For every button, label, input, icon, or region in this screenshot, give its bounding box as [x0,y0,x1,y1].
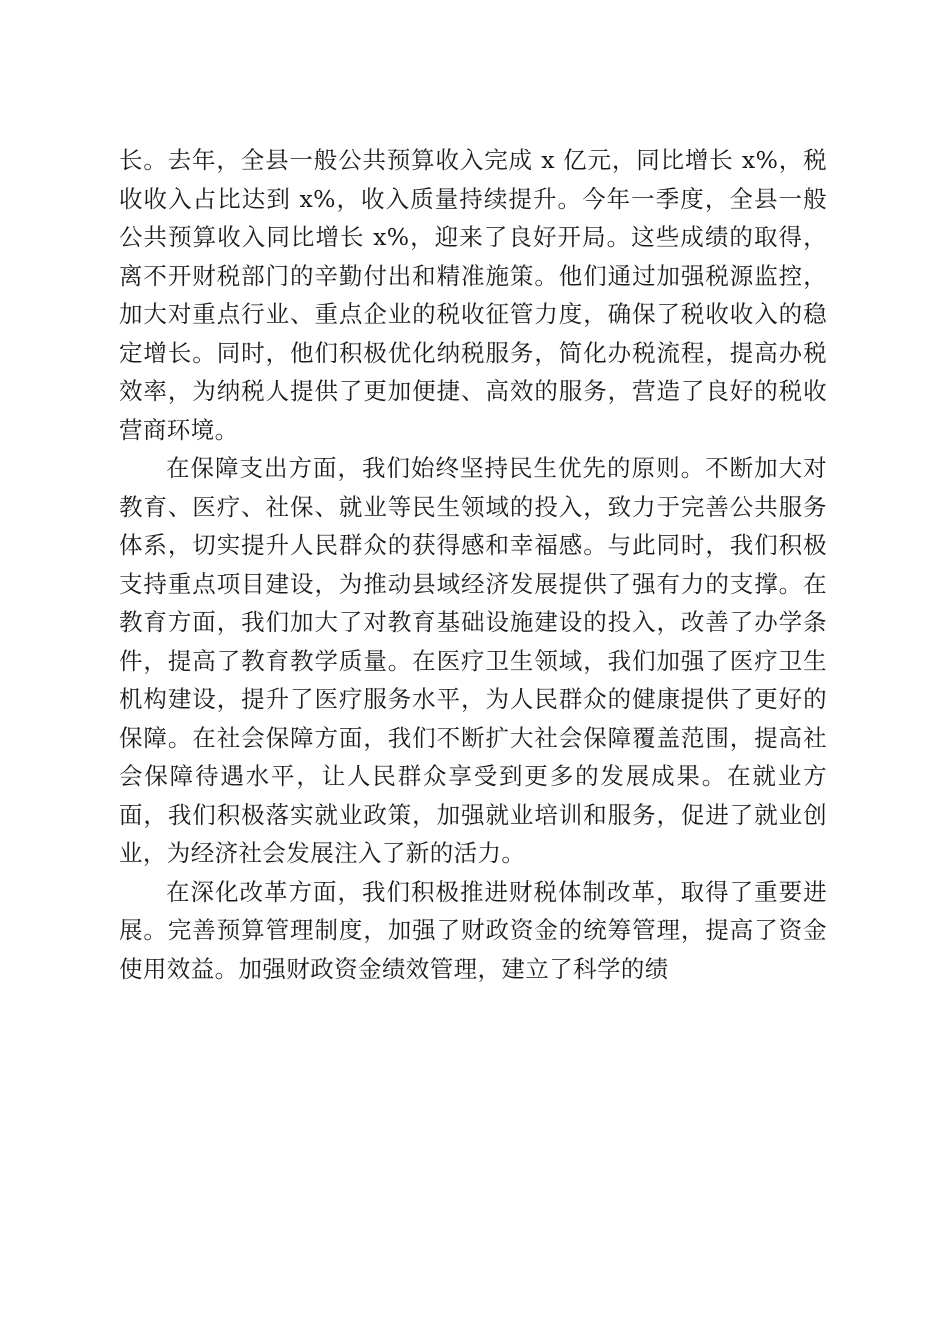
paragraph-revenue-continued: 长。去年，全县一般公共预算收入完成 x 亿元，同比增长 x%，税收收入占比达到 x%，收入质量持续提升。今年一季度，全县一般公共预算收入同比增长 x%，迎来了良好开局。这些成绩的取得，离不开财税部门的辛勤付出和精准施策。他们通过加强税源监控，加大对重点行业、重点企业的税收征管力度，确保了税收收入的稳定增长。同时，他们积极优化纳税服务，简化办税流程，提高办税效率，为纳税人提供了更加便捷、高效的服务，营造了良好的税收营商环境。 [119,146,827,444]
paragraph-reform: 在深化改革方面，我们积极推进财税体制改革，取得了重要进展。完善预算管理制度，加强了财政资金的统筹管理，提高了资金使用效益。加强财政资金绩效管理，建立了科学的绩 [119,877,827,983]
document-body [119,141,827,988]
paragraph-expenditure: 在保障支出方面，我们始终坚持民生优先的原则。不断加大对教育、医疗、社保、就业等民生领域的投入，致力于完善公共服务体系，切实提升人民群众的获得感和幸福感。与此同时，我们积极支持重点项目建设，为推动县域经济发展提供了强有力的支撑。在教育方面，我们加大了对教育基础设施建设的投入，改善了办学条件，提高了教育教学质量。在医疗卫生领域，我们加强了医疗卫生机构建设，提升了医疗服务水平，为人民群众的健康提供了更好的保障。在社会保障方面，我们不断扩大社会保障覆盖范围，提高社会保障待遇水平，让人民群众享受到更多的发展成果。在就业方面，我们积极落实就业政策，加强就业培训和服务，促进了就业创业，为经济社会发展注入了新的活力。 [119,454,827,867]
